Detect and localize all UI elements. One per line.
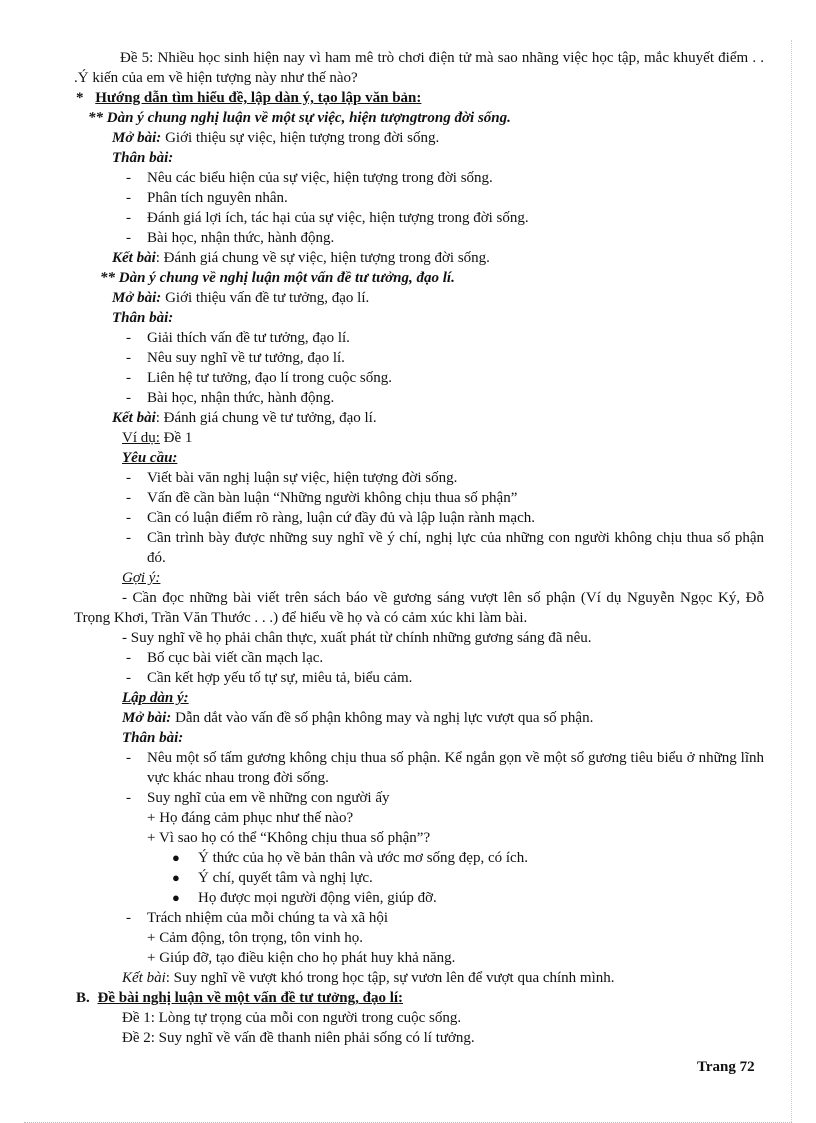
section-b-de1: Đề 1: Lòng tự trọng của mỗi con người trong cuộc sống. — [122, 1010, 462, 1026]
outline1-item: Đánh giá lợi ích, tác hại của sự việc, hiện tượng trong đời sống. — [147, 210, 529, 226]
outline1-ket-bai — [112, 248, 490, 268]
than-bai-subitem: + Họ đáng cảm phục như thế nào? — [147, 810, 354, 826]
outline1-mo-bai — [112, 128, 439, 148]
outline2-mo-bai — [112, 288, 369, 308]
outline2-than-bai-label: Thân bài: — [112, 310, 174, 326]
lap-dan-y-label: Lập dàn ý: — [122, 690, 189, 706]
example-mo-bai — [122, 708, 593, 728]
yeu-cau-item: Vấn đề cần bàn luận “Những người không chịu thua số phận” — [147, 490, 518, 506]
example-ket-bai — [122, 968, 615, 988]
goi-y-item: Cần kết hợp yếu tố tự sự, miêu tả, biểu cảm. — [147, 670, 413, 686]
example-than-bai-label: Thân bài: — [122, 730, 184, 746]
outline2-item: Nêu suy nghĩ về tư tưởng, đạo lí. — [147, 350, 345, 366]
section-b-letter: B. — [76, 990, 90, 1006]
yeu-cau-item: Cần có luận điểm rõ ràng, luận cứ đầy đủ và lập luận rành mạch. — [147, 510, 536, 526]
section-b-title: Đề bài nghị luận về một vấn đề tư tưởng, đạo lí: — [97, 990, 404, 1006]
bullet-icon: ● — [172, 850, 180, 865]
ket-bai-label: Kết bài — [112, 250, 156, 266]
outline2-title: ** Dàn ý chung về nghị luận một vấn đề tư tưởng, đạo lí. — [100, 270, 455, 286]
mo-bai-label: Mở bài: — [122, 710, 172, 726]
de5-paragraph — [74, 48, 764, 88]
example-heading — [122, 428, 192, 448]
de5-line2: mắc khuyết điểm . . .Ý kiến của em về hiện tượng này như thế nào? — [74, 50, 765, 86]
than-bai-subitem: + Giúp đỡ, tạo điều kiện cho họ phát huy khả năng. — [147, 950, 456, 966]
goi-y-label: Gợi ý: — [122, 570, 161, 586]
heading-text: Hướng dẫn tìm hiểu đề, lập dàn ý, tạo lập văn bản: — [95, 90, 422, 106]
page-number: Trang 72 — [697, 1059, 755, 1075]
than-bai-bullet: Ý chí, quyết tâm và nghị lực. — [198, 870, 373, 886]
mo-bai-label: Mở bài: — [112, 290, 162, 306]
ket-bai-label: Kết bài — [112, 410, 156, 426]
ket-bai-label: Kết bài — [122, 970, 166, 986]
goi-y-paragraph2: - Suy nghĩ về họ phải chân thực, xuất phát từ chính những gương sáng đã nêu. — [122, 630, 592, 646]
goi-y-item: Bố cục bài viết cần mạch lạc. — [147, 650, 324, 666]
goi-y-paragraph1: - Cần đọc những bài viết trên sách báo về gương sáng vượt lên số phận (Ví dụ Nguyễn Ngọc Ký, Đỗ Trọng Khơi, Trần Văn Thước . . .) để hiểu về họ và có cảm xúc khi làm bài. — [74, 590, 764, 626]
than-bai-item: Trách nhiệm của mỗi chúng ta và xã hội — [147, 910, 389, 926]
yeu-cau-label: Yêu cầu: — [122, 450, 178, 466]
than-bai-item: Nêu một số tấm gương không chịu thua số phận. Kể ngắn gọn về một số gương tiêu biểu ở những lĩnh vực khác nhau trong đời sống. — [147, 750, 764, 786]
main-heading — [76, 88, 421, 108]
ket-bai-text: : Đánh giá chung về tư tưởng, đạo lí. — [155, 410, 377, 426]
than-bai-subitem: + Cảm động, tôn trọng, tôn vinh họ. — [147, 930, 363, 946]
mo-bai-label: Mở bài: — [112, 130, 162, 146]
outline1-item: Phân tích nguyên nhân. — [147, 190, 288, 206]
bullet-icon: ● — [172, 870, 180, 885]
outline1-title: ** Dàn ý chung nghị luận về một sự việc, hiện tượngtrong đời sống. — [88, 110, 511, 126]
outline2-item: Liên hệ tư tưởng, đạo lí trong cuộc sống. — [147, 370, 392, 386]
yeu-cau-item: Cần trình bày được những suy nghĩ về ý chí, nghị lực của những con người không chịu thua số phận đó. — [147, 530, 764, 566]
de5-line1: Đề 5: Nhiều học sinh hiện nay vì ham mê trò chơi điện tử mà sao nhãng việc học tập, — [120, 50, 640, 66]
outline2-item: Giải thích vấn đề tư tưởng, đạo lí. — [147, 330, 350, 346]
yeu-cau-item: Viết bài văn nghị luận sự việc, hiện tượng đời sống. — [147, 470, 458, 486]
example-text: Đề 1 — [159, 430, 193, 446]
than-bai-bullet: Họ được mọi người động viên, giúp đỡ. — [198, 890, 437, 906]
mo-bai-text: Giới thiệu vấn đề tư tưởng, đạo lí. — [161, 290, 370, 306]
than-bai-item: Suy nghĩ của em về những con người ấy — [147, 790, 390, 806]
bullet-icon: ● — [172, 890, 180, 905]
outline1-item: Nêu các biểu hiện của sự việc, hiện tượng trong đời sống. — [147, 170, 493, 186]
ket-bai-text: : Đánh giá chung về sự việc, hiện tượng trong đời sống. — [155, 250, 490, 266]
outline1-item: Bài học, nhận thức, hành động. — [147, 230, 335, 246]
page-edge-line — [791, 40, 792, 1122]
than-bai-bullet: Ý thức của họ về bản thân và ước mơ sống đẹp, có ích. — [198, 850, 528, 866]
outline1-than-bai-label: Thân bài: — [112, 150, 174, 166]
than-bai-subitem: + Vì sao họ có thể “Không chịu thua số phận”? — [147, 830, 431, 846]
section-b-de2: Đề 2: Suy nghĩ về vấn đề thanh niên phải sống có lí tưởng. — [122, 1030, 475, 1046]
mo-bai-text: Giới thiệu sự việc, hiện tượng trong đời sống. — [161, 130, 440, 146]
section-b-heading — [76, 988, 403, 1008]
outline2-item: Bài học, nhận thức, hành động. — [147, 390, 335, 406]
example-label: Ví dụ: — [122, 430, 160, 446]
document-page: Đề 5: Nhiều học sinh hiện nay vì ham mê trò chơi điện tử mà sao nhãng việc học tập, mắc khuyết điểm . . .Ý kiến của em về hiện tượng này như thế nào? * Hướng dẫn tìm hiểu đề, lập dàn ý, tạo lập văn bản: ** Dàn ý chung nghị luận về một sự việc, hiện tượngtrong đời sống. Mở bài: Giới thiệu sự việc, hiện tượng trong đời sống. Thân bài: - Nêu các biểu hiện của sự việc, hiện tượng trong đời sống. - Phân tích nguyên nhân. - Đánh giá lợi ích, tác hại của sự việc, hiện tượng trong đời sống. - Bài học, nhận thức, hành động. Kết bài: Đánh giá chung về sự việc, hiện tượng trong đời sống. ** Dàn ý chung về nghị luận một vấn đề tư tưởng, đạo lí. Mở bài: Giới thiệu vấn đề tư tưởng, đạo lí. Thân bài: - Giải thích vấn đề tư tưởng, đạo lí. - Nêu suy nghĩ về tư tưởng, đạo lí. - Liên hệ tư tưởng, đạo lí trong cuộc sống. - Bài học, nhận thức, hành động. Kết bài: Đánh giá chung về tư tưởng, đạo lí. Ví dụ: Đề 1 Yêu cầu: - Viết bài văn nghị luận sự việc, hiện tượng đời sống. - Vấn đề cần bàn luận “Những người không chịu thua số phận” - Cần có luận điểm rõ ràng, luận cứ đầy đủ và lập luận rành mạch. - Cần trình bày được những suy nghĩ về ý chí, nghị lực của những con người không chịu thua số phận đó. Gợi ý: - Cần đọc những bài viết trên sách báo về gương sáng vượt lên số phận (Ví dụ Nguyễn Ngọc Ký, Đỗ Trọng Khơi, Trần Văn Thước . . .) để hiểu về họ và có cảm xúc khi làm bài. - Suy nghĩ về họ phải chân thực, xuất phát từ chính những gương sáng đã nêu. - Bố cục bài viết cần mạch lạc. - Cần kết hợp yếu tố tự sự, miêu tả, biểu cảm. Lập dàn ý: Mở bài: Dẫn dắt vào vấn đề số phận không may và nghị lực vượt qua số phận. Thân bài: - Nêu một số tấm gương không chịu thua số phận. Kể ngắn gọn về một số gương tiêu biểu ở những lĩnh vực khác nhau trong đời sống. - Suy nghĩ của em về những con người ấy + Họ đáng cảm phục như thế nào? + Vì sao họ có thể “Không chịu thua số phận”? ● Ý thức của họ về bản thân và ước mơ sống đẹp, có ích. ● Ý chí, quyết tâm và nghị lực. ● Họ được mọi người động viên, giúp đỡ. - Trách nhiệm của mỗi chúng ta và xã hội + Cảm động, tôn trọng, tôn vinh họ. + Giúp đỡ, tạo điều kiện cho họ phát huy khả năng. Kết bài: Suy nghĩ về vượt khó trong học tập, sự vươn lên để vượt qua chính mình. B. Đề bài nghị luận về một vấn đề tư tưởng, đạo lí: Đề 1: Lòng tự trọng của mỗi con người trong cuộc sống. Đề 2: Suy nghĩ về vấn đề thanh niên phải sống có lí tưởng. Trang 72 — [0, 0, 816, 1123]
ket-bai-text: : Suy nghĩ về vượt khó trong học tập, sự vươn lên để vượt qua chính mình. — [165, 970, 615, 986]
heading-star: * — [76, 90, 84, 106]
mo-bai-text: Dẫn dắt vào vấn đề số phận không may và nghị lực vượt qua số phận. — [171, 710, 594, 726]
outline2-ket-bai — [112, 408, 377, 428]
